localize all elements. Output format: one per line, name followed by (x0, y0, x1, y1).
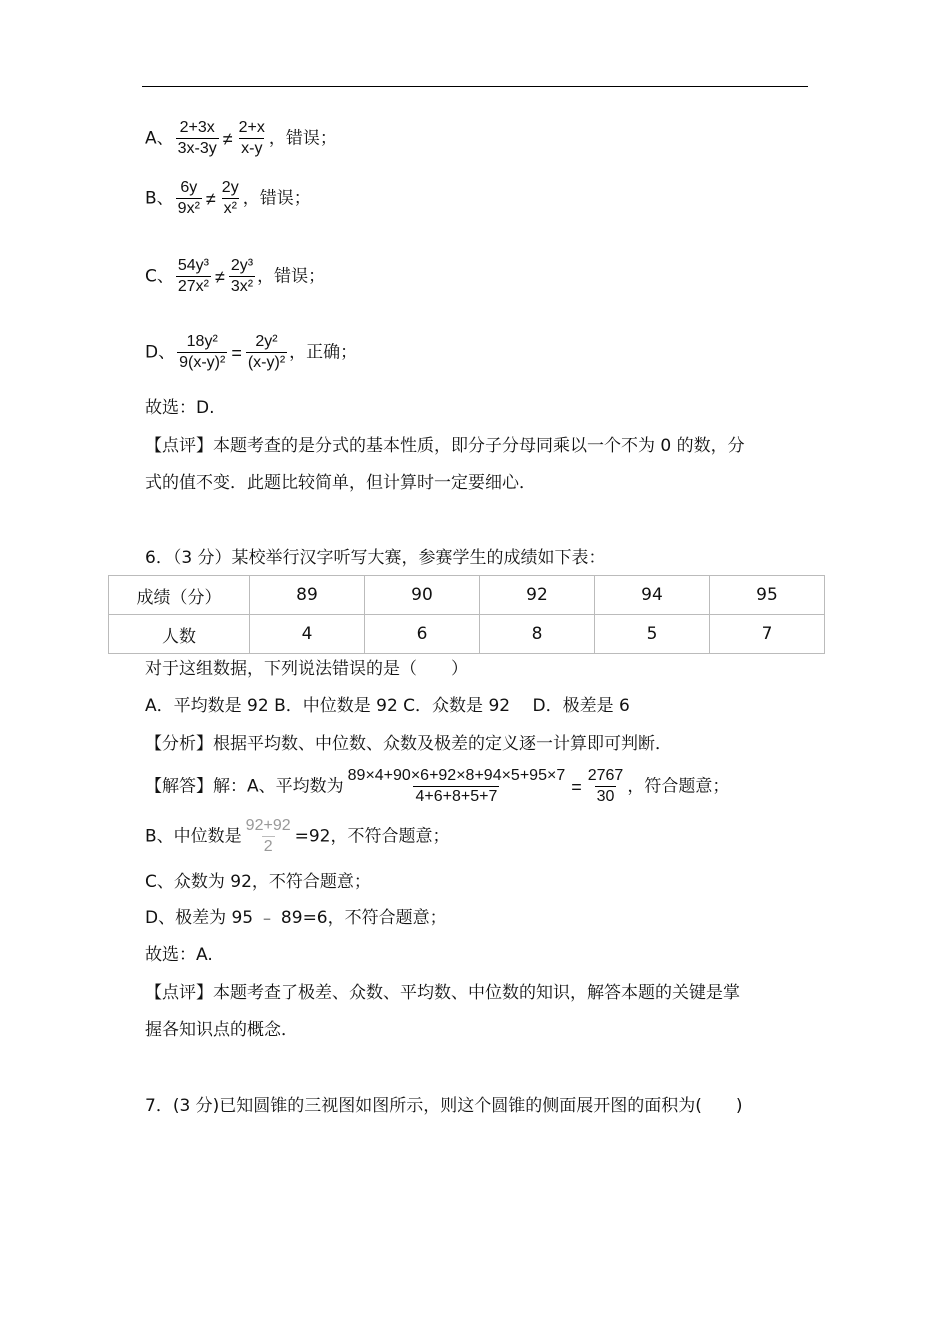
q6-stem: 6．（3 分）某校举行汉字听写大赛，参赛学生的成绩如下表： (145, 548, 606, 568)
fraction: $\frac{2+3x}{3x-3y}$ (177, 119, 217, 157)
q6-answer: 故选：A. (145, 945, 213, 965)
header-rule (142, 86, 808, 87)
fraction: $\frac{2y}{\text{x²}}$ (221, 179, 239, 217)
table-cell: 5 (595, 615, 710, 654)
fraction: $\frac{6y}{\text{9x²}}$ (177, 179, 200, 217)
table-cell: 94 (595, 576, 710, 615)
q5-answer: 故选：D. (145, 398, 215, 418)
table-row (109, 615, 825, 654)
option-d: D、 $\frac{\text{18y²}}{\text{9(x-y)²}}$ = $\frac{\text{2y²}}{\text{(x-y)²}}$ ，正确； (145, 333, 358, 371)
table-header-cell: 成绩（分） (109, 576, 250, 615)
median-fraction: $\frac{92+92}{2}$ (245, 817, 291, 855)
option-a: A、 $\frac{2+3x}{3x-3y}$ ≠ $\frac{2+x}{x-y}$ ，错误； (145, 119, 337, 157)
q6-solution-a: 【解答】解：A、平均数为 $\frac{89\times 4+90\times 6+92\times 8+94\times 5+95\times 7}{4+6+8+5+7}$ = $\frac{2767}{30}$ ，符合题意； (145, 767, 730, 805)
mean-fraction: $\frac{89\times 4+90\times 6+92\times 8+94\times 5+95\times 7}{4+6+8+5+7}$ (347, 767, 566, 805)
option-c: C、 $\frac{\text{54y³}}{\text{27x²}}$ ≠ $\frac{\text{2y³}}{\text{3x²}}$ ，错误； (145, 257, 326, 295)
q6-comment: 【点评】本题考查了极差、众数、平均数、中位数的知识，解答本题的关键是掌 (145, 983, 740, 1003)
fraction: $\frac{\text{18y²}}{\text{9(x-y)²}}$ (179, 333, 226, 371)
mean-result-fraction: $\frac{2767}{30}$ (587, 767, 624, 805)
q6-choices: A．平均数是 92 B．中位数是 92 C．众数是 92 D．极差是 6 (145, 696, 630, 716)
fraction: $\frac{\text{2y²}}{\text{(x-y)²}}$ (247, 333, 286, 371)
q6-question: 对于这组数据，下列说法错误的是（ ） (145, 659, 468, 679)
q6-solution-c: C、众数为 92，不符合题意； (145, 872, 371, 892)
fraction: $\frac{\text{2y³}}{\text{3x²}}$ (230, 257, 254, 295)
option-b: B、 $\frac{6y}{\text{9x²}}$ ≠ $\frac{2y}{\text{x²}}$ ，错误； (145, 179, 311, 217)
table-cell: 4 (250, 615, 365, 654)
q6-solution-d: D、极差为 95 ﹣ 89=6，不符合题意； (145, 908, 447, 928)
fraction: $\frac{2+x}{x-y}$ (238, 119, 265, 157)
score-table (108, 575, 825, 654)
table-cell: 8 (480, 615, 595, 654)
q6-comment-cont: 握各知识点的概念． (145, 1020, 298, 1040)
table-cell: 6 (365, 615, 480, 654)
table-cell: 7 (710, 615, 825, 654)
table-cell: 92 (480, 576, 595, 615)
table-row (109, 576, 825, 615)
table-cell: 95 (710, 576, 825, 615)
q5-comment: 【点评】本题考查的是分式的基本性质，即分子分母同乘以一个不为 0 的数，分 (145, 436, 745, 456)
table-header-cell: 人数 (109, 615, 250, 654)
fraction: $\frac{\text{54y³}}{\text{27x²}}$ (177, 257, 209, 295)
q6-solution-b: B、中位数是 $\frac{92+92}{2}$ =92，不符合题意； (145, 817, 450, 855)
q7-stem: 7．(3 分)已知圆锥的三视图如图所示，则这个圆锥的侧面展开图的面积为( ) (145, 1096, 743, 1116)
table-cell: 90 (365, 576, 480, 615)
table-cell: 89 (250, 576, 365, 615)
q5-comment-cont: 式的值不变．此题比较简单，但计算时一定要细心． (145, 473, 536, 493)
q6-analysis: 【分析】根据平均数、中位数、众数及极差的定义逐一计算即可判断． (145, 734, 672, 754)
